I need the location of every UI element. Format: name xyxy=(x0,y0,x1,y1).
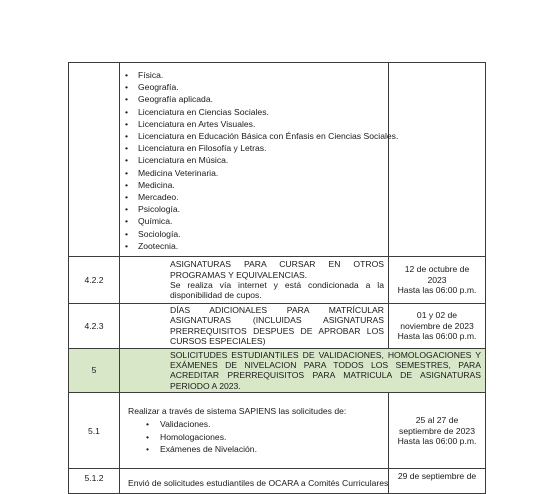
row-title: ASIGNATURAS PARA CURSAR EN OTROS PROGRAMAS Y EQUIVALENCIAS. xyxy=(170,259,384,280)
list-item: • Geografía aplicada. xyxy=(120,93,388,105)
date-line: 25 al 27 de xyxy=(415,415,459,426)
date-line: septiembre de 2023 xyxy=(399,425,475,436)
row-text: Envió de solicitudes estudiantiles de OCARA a Comités Curriculares xyxy=(128,477,388,488)
description-cell xyxy=(120,304,389,349)
list-item: • Licenciatura en Educación Básica con Énfasis en Ciencias Sociales. xyxy=(120,130,388,142)
date-line: 29 de septiembre de xyxy=(397,471,477,482)
date-line: 01 y 02 de xyxy=(416,310,458,321)
table-row xyxy=(69,304,486,349)
table-row xyxy=(69,63,486,257)
date-cell xyxy=(389,393,486,469)
date-cell xyxy=(389,469,486,494)
table-row xyxy=(69,393,486,469)
item-number: 5 xyxy=(69,348,120,393)
time-line: Hasta las 06:00 p.m. xyxy=(397,435,477,446)
table-row xyxy=(69,257,486,304)
description-cell xyxy=(120,393,389,469)
date-line: 2023 xyxy=(427,274,447,285)
list-item: • Licenciatura en Artes Visuales. xyxy=(120,118,388,130)
item-number: 4.2.3 xyxy=(69,304,120,349)
list-item: • Medicina Veterinaria. xyxy=(120,167,388,179)
list-item: • Licenciatura en Música. xyxy=(120,154,388,166)
date-cell xyxy=(389,257,486,304)
list-item: • Física. xyxy=(120,69,388,81)
time-line: Hasta las 06:00 p.m. xyxy=(397,285,477,296)
date-cell xyxy=(389,304,486,349)
list-item: • Sociología. xyxy=(120,228,388,240)
list-item: • Homologaciones. xyxy=(146,431,388,444)
item-number: 5.1.2 xyxy=(69,469,120,494)
empty-cell xyxy=(69,63,120,257)
calendar-table xyxy=(68,62,486,494)
row-title: DÍAS ADICIONALES PARA MATRÍCULAR ASIGNATURAS (INCLUIDAS ASIGNATURAS PRERREQUISITOS DESPUES DE APROBAR LOS CURSOS ESPECIALES) xyxy=(170,305,384,347)
list-item: • Medicina. xyxy=(120,179,388,191)
list-item: • Exámenes de Nivelación. xyxy=(146,443,388,456)
list-item: • Validaciones. xyxy=(146,418,388,431)
row-note: Se realiza vía internet y está condicionada a la disponibilidad de cupos. xyxy=(170,280,384,301)
date-line: noviembre de 2023 xyxy=(400,320,474,331)
row-intro: Realizar a través de sistema SAPIENS las solicitudes de: xyxy=(128,405,347,416)
item-number: 4.2.2 xyxy=(69,257,120,304)
list-item: • Mercadeo. xyxy=(120,191,388,203)
program-list xyxy=(120,69,399,252)
section-title: SOLICITUDES ESTUDIANTILES DE VALIDACIONES, HOMOLOGACIONES Y EXÁMENES DE NIVELACION PARA TODOS LOS SEMESTRES, PARA ACREDITAR PRERREQUISITOS PARA MATRICULA DE ASIGNATURAS PERIODO A 2023. xyxy=(170,349,481,391)
list-item: • Licenciatura en Ciencias Sociales. xyxy=(120,106,388,118)
section-title-cell xyxy=(120,348,486,393)
list-item: • Zootecnia. xyxy=(120,240,388,252)
description-cell xyxy=(120,257,389,304)
item-number: 5.1 xyxy=(69,393,120,469)
list-item: • Psicología. xyxy=(120,203,388,215)
request-list xyxy=(120,418,388,456)
section-row xyxy=(69,348,486,393)
description-cell xyxy=(120,469,389,494)
list-item: • Química. xyxy=(120,215,388,227)
program-list-cell xyxy=(120,63,399,257)
empty-cell xyxy=(389,63,486,257)
table-row xyxy=(69,469,486,494)
list-item: • Licenciatura en Filosofía y Letras. xyxy=(120,142,388,154)
list-item: • Geografía. xyxy=(120,81,388,93)
time-line: Hasta las 06:00 p.m. xyxy=(397,331,477,342)
date-line: 12 de octubre de xyxy=(404,264,470,275)
